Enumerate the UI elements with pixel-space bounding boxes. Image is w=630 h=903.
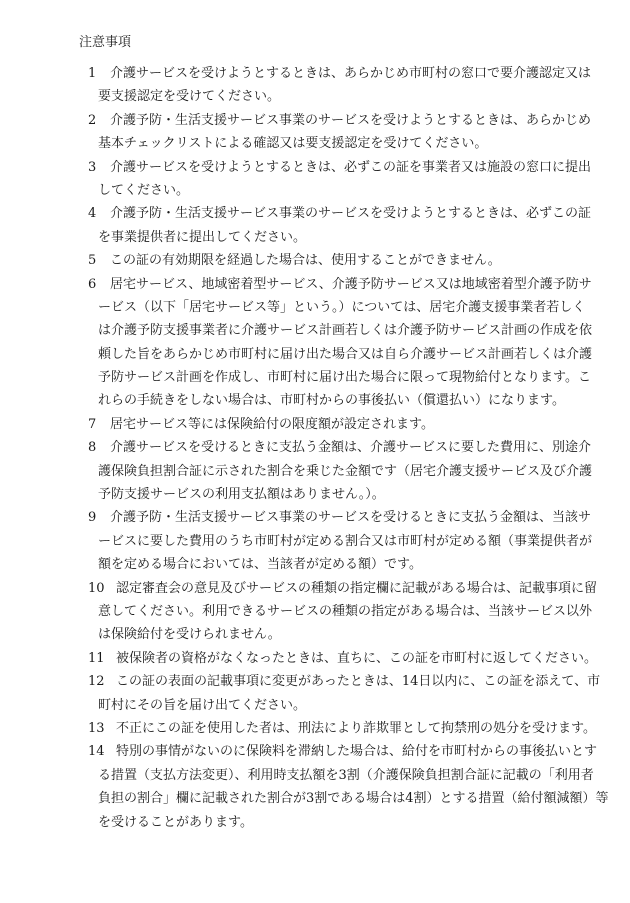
notice-item	[88, 506, 593, 576]
notice-line	[88, 670, 601, 693]
item-text: は保険給付を受けられません。	[98, 627, 281, 643]
notice-line	[88, 273, 592, 296]
notice-line	[88, 577, 598, 600]
notice-item	[88, 717, 596, 740]
item-text: 額を定める場合においては、当該者が定める額）です。	[98, 557, 422, 573]
item-text: る措置（支払方法変更）、利用時支払額を3割（介護保険負担割合証に記載の「利用者	[98, 767, 594, 783]
notice-line	[88, 343, 593, 366]
item-text: してください。	[98, 182, 190, 198]
notice-item	[88, 109, 592, 156]
item-number: 7	[88, 416, 97, 432]
item-text: 介護予防・生活支援サービス事業のサービスを受けようとするときは、必ずこの証	[110, 206, 592, 222]
notice-line	[88, 623, 558, 646]
item-number: 14	[88, 744, 105, 760]
notice-line	[88, 647, 598, 670]
item-number: 3	[88, 159, 97, 175]
notice-item	[88, 577, 598, 647]
notice-line	[88, 202, 592, 225]
notice-line	[88, 530, 593, 553]
notice-line	[88, 600, 593, 623]
item-text: を受けることがあります。	[98, 814, 253, 830]
notice-item	[88, 740, 609, 834]
notice-line	[88, 506, 592, 529]
notice-line	[88, 460, 593, 483]
item-text: この証の有効期限を経過した場合は、使用することができません。	[110, 253, 501, 269]
notice-line	[88, 156, 592, 179]
notice-item	[88, 62, 592, 109]
notice-item	[88, 670, 601, 717]
item-number: 11	[88, 650, 105, 666]
item-text: 被保険者の資格がなくなったときは、直ちに、この証を市町村に返してください。	[116, 650, 598, 666]
item-number: 12	[88, 674, 105, 690]
item-text: ービス（以下「居宅サービス等」という。）については、居宅介護支援事業者若しく	[98, 299, 586, 315]
notice-line	[88, 553, 558, 576]
notice-line	[88, 226, 558, 249]
notice-line	[88, 132, 558, 155]
item-text: 町村にその旨を届け出てください。	[98, 697, 307, 713]
notice-line	[88, 436, 592, 459]
item-text: 介護予防・生活支援サービス事業のサービスを受けようとするときは、あらかじめ	[110, 112, 592, 128]
notice-line	[88, 366, 591, 389]
item-text: 護保険負担割合証に示された割合を乗じた金額です（居宅介護支援サービス及び介護	[98, 463, 593, 479]
item-text: この証の表面の記載事項に変更があったときは、14日以内に、この証を添えて、市	[116, 674, 601, 690]
notice-line	[88, 389, 565, 412]
item-text: 基本チェックリストによる確認又は要支援認定を受けてください。	[98, 136, 488, 152]
item-text: れらの手続きをしない場合は、市町村からの事後払い（償還払い）になります。	[98, 393, 565, 409]
notice-line	[88, 413, 558, 436]
notice-line	[88, 717, 596, 740]
notice-item	[88, 436, 593, 506]
item-text: 予防サービス計画を作成し、市町村に届け出た場合に限って現物給付となります。こ	[98, 370, 591, 386]
item-text: 不正にこの証を使用した者は、刑法により詐欺罪として拘禁刑の処分を受けます。	[116, 720, 596, 736]
item-text: 意してください。利用できるサービスの種類の指定がある場合は、当該サービス以外	[98, 603, 593, 619]
item-number: 10	[88, 580, 105, 596]
item-number: 4	[88, 206, 97, 222]
notice-line	[88, 319, 593, 342]
notice-item	[88, 273, 593, 413]
notice-line	[88, 85, 558, 108]
item-text: 特別の事情がないのに保険料を滞納した場合は、給付を市町村からの事後払いとす	[116, 744, 598, 760]
item-text: 介護予防・生活支援サービス事業のサービスを受けるときに支払う金額は、当該サ	[110, 510, 592, 526]
item-text: 頼した旨をあらかじめ市町村に届け出た場合又は自ら介護サービス計画若しくは介護	[98, 346, 593, 362]
notice-line	[88, 764, 594, 787]
notice-line	[88, 296, 586, 319]
notice-list	[88, 62, 609, 834]
item-number: 8	[88, 440, 97, 456]
notice-item	[88, 413, 558, 436]
item-text: は介護予防支援事業者に介護サービス計画若しくは介護予防サービス計画の作成を依	[98, 323, 593, 339]
item-text: を事業提供者に提出してください。	[98, 229, 307, 245]
item-text: ービスに要した費用のうち市町村が定める割合又は市町村が定める額（事業提供者が	[98, 533, 593, 549]
notice-line	[88, 811, 558, 834]
item-number: 9	[88, 510, 97, 526]
notice-line	[88, 179, 558, 202]
notice-line	[88, 62, 592, 85]
notice-item	[88, 156, 592, 203]
item-number: 1	[88, 66, 97, 81]
notice-line	[88, 740, 598, 763]
notice-line	[88, 787, 609, 810]
notice-line	[88, 483, 558, 506]
notice-item	[88, 647, 598, 670]
notice-line	[88, 249, 558, 272]
item-text: 介護サービスを受けようとするときは、あらかじめ市町村の窓口で要介護認定又は	[110, 66, 592, 81]
item-text: 居宅サービス等には保険給付の限度額が設定されます。	[110, 416, 434, 432]
item-number: 5	[88, 253, 97, 269]
page-title: 注意事項	[79, 35, 132, 50]
item-number: 13	[88, 720, 105, 736]
item-number: 2	[88, 112, 97, 128]
item-text: 要支援認定を受けてください。	[98, 89, 281, 105]
item-number: 6	[88, 276, 97, 292]
item-text: 居宅サービス、地域密着型サービス、介護予防サービス又は地域密着型介護予防サ	[110, 276, 592, 292]
notice-item	[88, 202, 592, 249]
item-text: 介護サービスを受けるときに支払う金額は、介護サービスに要した費用に、別途介	[110, 440, 592, 456]
notice-line	[88, 694, 558, 717]
notice-item	[88, 249, 558, 272]
item-text: 介護サービスを受けようとするときは、必ずこの証を事業者又は施設の窓口に提出	[110, 159, 592, 175]
item-text: 負担の割合」欄に記載された割合が3割である場合は4割）とする措置（給付額減額）等	[98, 791, 609, 807]
notice-line	[88, 109, 592, 132]
item-text: 予防支援サービスの利用支払額はありません。）。	[98, 487, 385, 503]
item-text: 認定審査会の意見及びサービスの種類の指定欄に記載がある場合は、記載事項に留	[116, 580, 598, 596]
